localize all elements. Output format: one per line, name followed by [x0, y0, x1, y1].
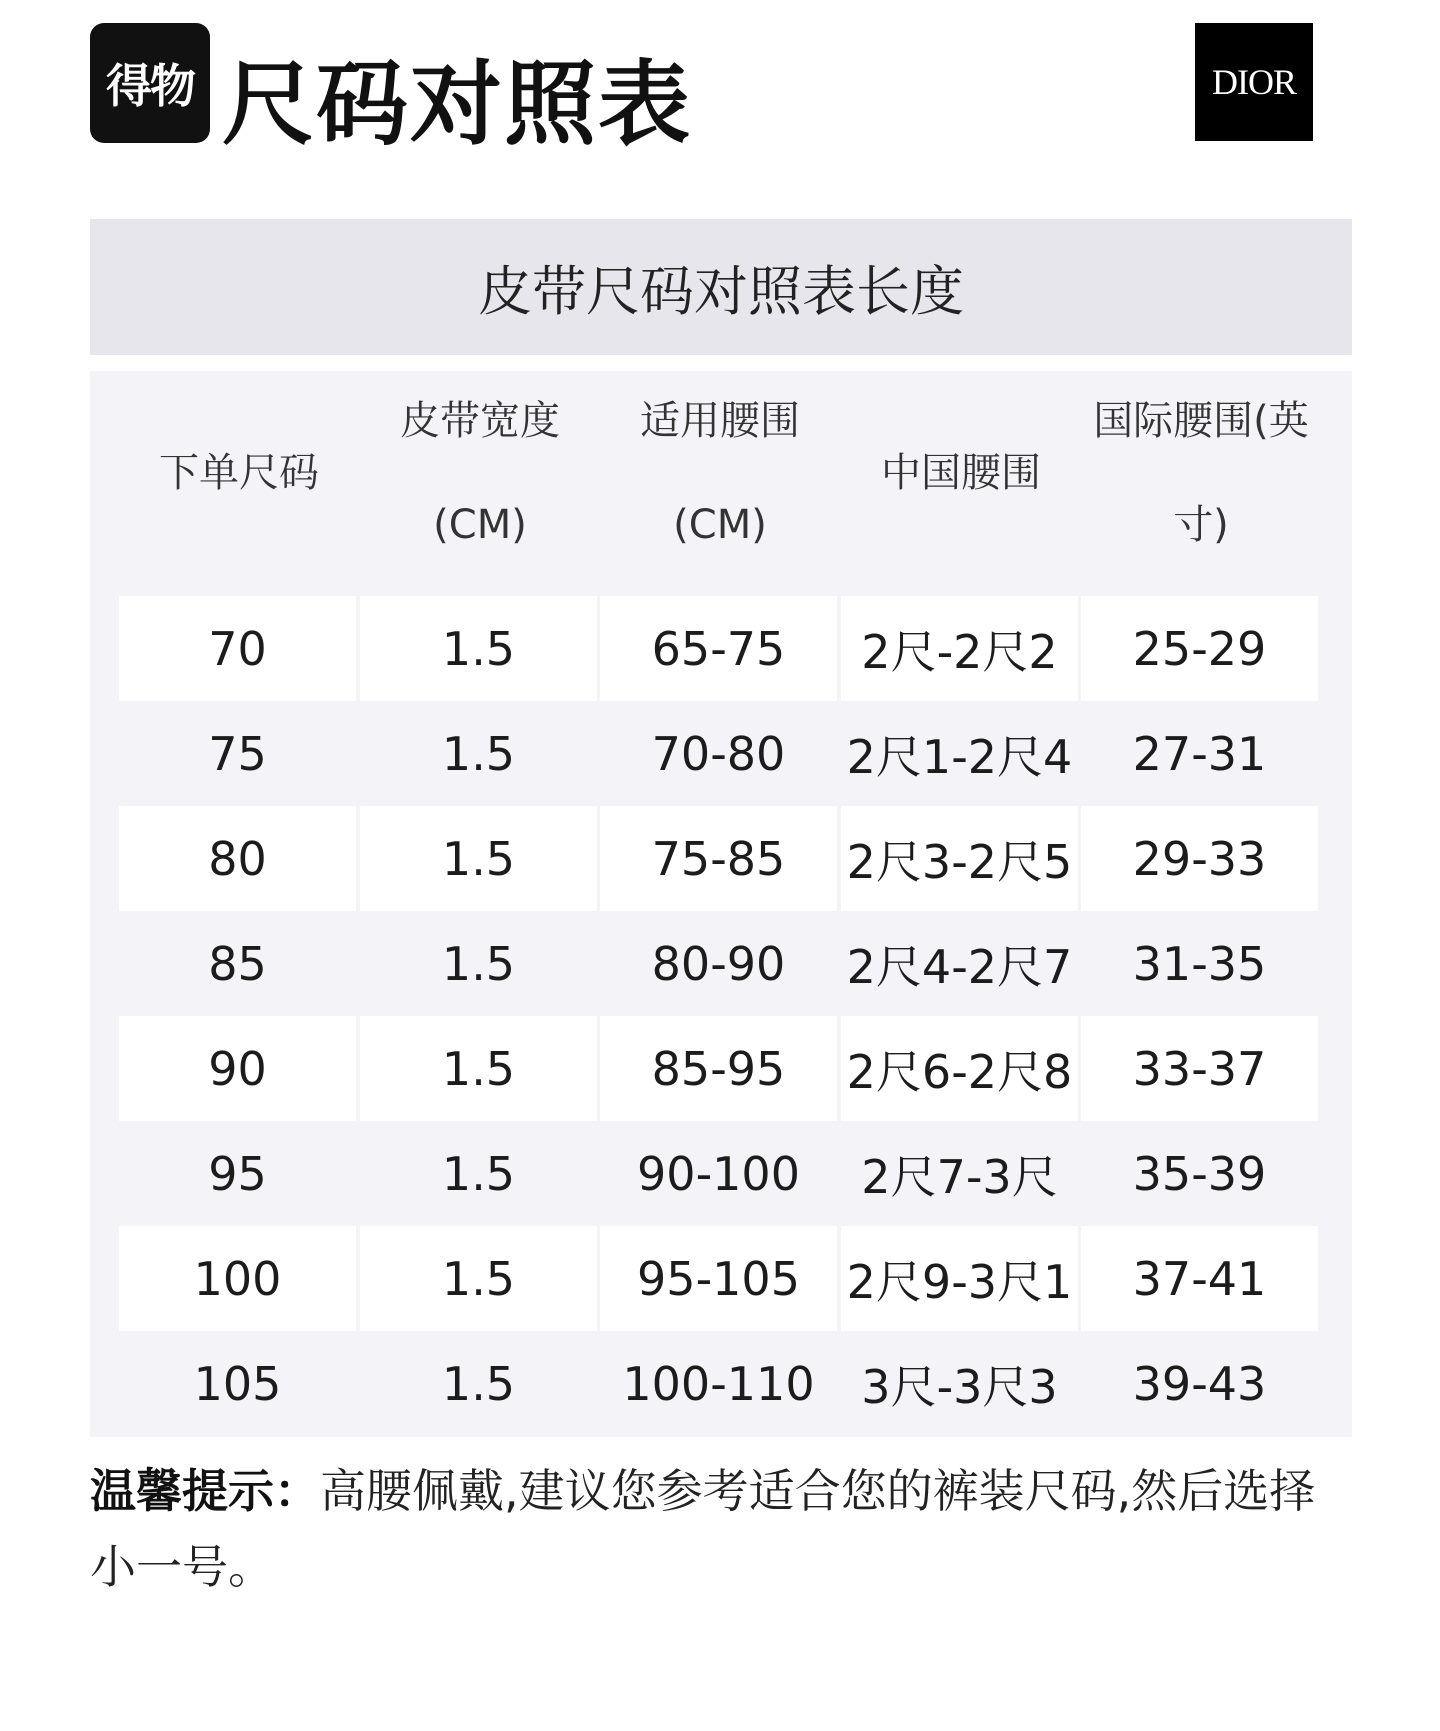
table-cell: 100: [119, 1226, 356, 1331]
table-cell: 1.5: [441, 1146, 516, 1201]
table-cell: 90: [119, 1016, 356, 1121]
table-cell: 1.5: [441, 726, 516, 781]
table-row: [119, 1226, 1319, 1331]
table-cell: 39-43: [1132, 1356, 1267, 1411]
header-line: 适用腰围: [640, 398, 800, 444]
tip-note: [90, 1453, 1352, 1605]
table-cell: 80: [119, 806, 356, 911]
table-row: [119, 1331, 1319, 1436]
table-cell: 85: [208, 936, 267, 991]
header-line: [360, 447, 600, 499]
header-line: [1081, 447, 1321, 499]
dewu-logo: [90, 23, 210, 143]
table-cell: 2尺1-2尺4: [846, 729, 1073, 784]
table-cell: 1.5: [360, 596, 597, 701]
table-cell: 70-80: [651, 726, 786, 781]
table-cell: 95: [208, 1146, 267, 1201]
table-cell: 95-105: [600, 1226, 837, 1331]
table-cell: 70: [119, 596, 356, 701]
table-row: [119, 1121, 1319, 1226]
table-cell: 1.5: [441, 1356, 516, 1411]
header-line: 皮带宽度: [400, 398, 560, 444]
table-cell: 100-110: [622, 1356, 815, 1411]
header-line: [600, 447, 840, 499]
table-cell: 1.5: [360, 1016, 597, 1121]
table-cell: 2尺4-2尺7: [846, 939, 1073, 994]
table-cell: 27-31: [1132, 726, 1267, 781]
table-row: [119, 911, 1319, 1016]
table-cell: 25-29: [1081, 596, 1318, 701]
header-line: 中国腰围: [881, 450, 1041, 496]
table-cell: 2尺7-3尺: [861, 1149, 1058, 1204]
header-line: 国际腰围(英: [1093, 398, 1309, 444]
table-cell: 2尺6-2尺8: [841, 1016, 1078, 1121]
table-cell: 2尺-2尺2: [841, 596, 1078, 701]
table-row: [119, 701, 1319, 806]
table-cell: 85-95: [600, 1016, 837, 1121]
table-cell: 37-41: [1081, 1226, 1318, 1331]
brand-logo-text: DIOR: [1212, 62, 1296, 102]
table-cell: 29-33: [1081, 806, 1318, 911]
table-cell: 90-100: [637, 1146, 800, 1201]
col-header-waist-cm: [600, 395, 840, 551]
tip-text: 高腰佩戴,建议您参考适合您的裤装尺码,然后选择小一号。: [90, 1464, 1316, 1594]
header-line: (CM): [673, 502, 767, 548]
page-title: 尺码对照表: [222, 51, 693, 158]
table-cell: 1.5: [441, 936, 516, 991]
col-header-belt-width: [360, 395, 600, 551]
col-header-china-waist: [841, 395, 1081, 551]
table-cell: 1.5: [360, 806, 597, 911]
table-cell: 105: [193, 1356, 282, 1411]
logo-text: 得物: [106, 59, 194, 113]
table-row: [119, 1016, 1319, 1121]
col-header-intl-waist: [1081, 395, 1321, 551]
table-cell: 31-35: [1132, 936, 1267, 991]
tip-label: 温馨提示：: [90, 1464, 320, 1518]
brand-logo: [1195, 23, 1313, 141]
section-title-text: 皮带尺码对照表长度: [478, 259, 964, 323]
size-table: [90, 371, 1352, 1437]
header-line: [119, 499, 359, 551]
table-cell: 2尺3-2尺5: [841, 806, 1078, 911]
table-row: [119, 596, 1319, 701]
header-line: [841, 499, 1081, 551]
header-line: 下单尺码: [159, 450, 319, 496]
table-row: [119, 806, 1319, 911]
col-header-order-size: [119, 395, 359, 551]
table-cell: 75-85: [600, 806, 837, 911]
table-cell: 1.5: [360, 1226, 597, 1331]
table-cell: 75: [208, 726, 267, 781]
table-cell: 80-90: [651, 936, 786, 991]
table-cell: 2尺9-3尺1: [841, 1226, 1078, 1331]
header-line: [841, 395, 1081, 447]
header-line: 寸): [1173, 502, 1229, 548]
header-line: (CM): [433, 502, 527, 548]
header-line: [119, 395, 359, 447]
section-title: [90, 219, 1352, 355]
table-cell: 65-75: [600, 596, 837, 701]
table-cell: 3尺-3尺3: [861, 1359, 1058, 1414]
table-cell: 35-39: [1132, 1146, 1267, 1201]
table-cell: 33-37: [1081, 1016, 1318, 1121]
